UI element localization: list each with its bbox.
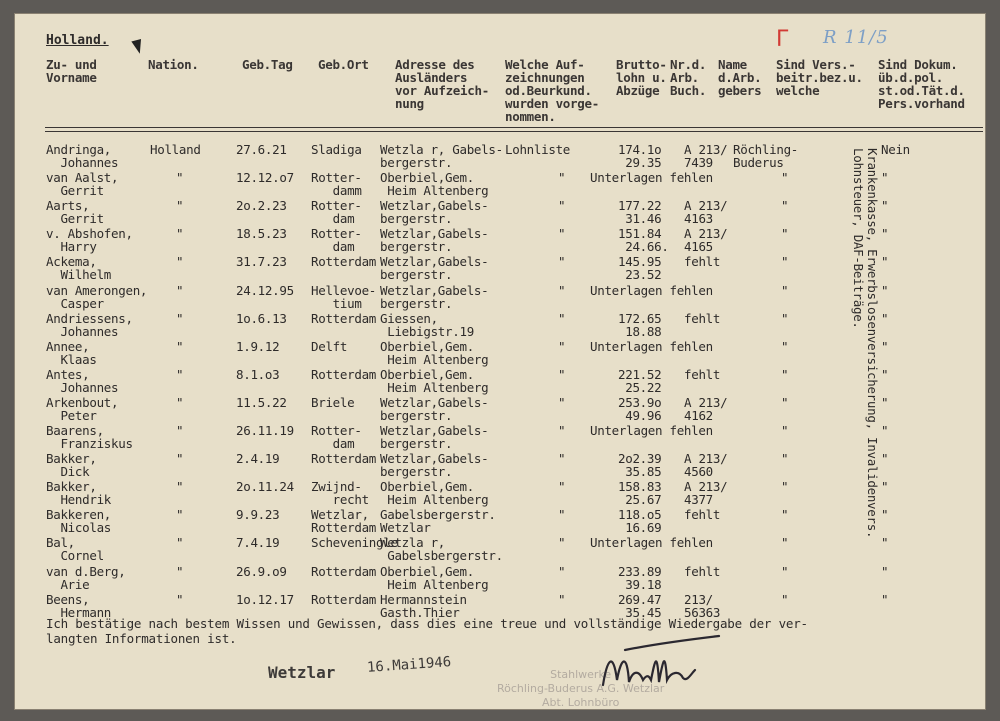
row-wage: Unterlagen fehlen [590,535,713,551]
row-wage: 145.95 23.52 [618,254,662,283]
row-address: Oberbiel,Gem. Heim Altenberg [380,170,489,199]
vertical-note-insurance: Krankenkasse, Erwerbslosenversicherung, Invalidenvers. [865,148,880,539]
row-workbook: A 213/ 7439 [684,142,728,170]
row-nation: Holland [150,142,201,157]
header-birthplace: Geb.Ort [318,57,369,72]
row-workbook: A 213/ 4377 [684,479,728,508]
row-nation: " [176,282,184,298]
row-birthdate: 12.12.o7 [236,170,294,186]
row-documents: " [881,479,889,495]
row-birthdate: 1o.6.13 [236,310,287,326]
row-address: Oberbiel,Gem. Heim Altenberg [380,479,489,508]
row-records: Lohnliste [505,142,571,157]
header-wage: Brutto- lohn u. Abzüge [616,57,667,98]
red-annotation: Γ [776,27,789,52]
row-address: Wetzla r, Gabels- bergerstr. [380,142,503,170]
row-nation: " [176,479,184,495]
row-workbook: A 213/ 4560 [684,451,728,480]
row-insurance: " [781,591,789,607]
row-wage: 177.22 31.46 [618,198,662,227]
row-birthplace: Rotterdam [311,451,377,467]
row-records: " [558,366,566,382]
row-wage: Unterlagen fehlen [590,423,713,438]
row-address: Oberbiel,Gem. Heim Altenberg [380,338,489,367]
row-name: Beens, Hermann [46,591,112,620]
row-workbook: fehlt [684,254,721,270]
row-employer: Röchling- Buderus [733,142,799,170]
row-address: Oberbiel,Gem. Heim Altenberg [380,366,489,395]
row-birthplace: Briele [311,394,355,410]
row-wage: 2o2.39 35.85 [618,451,662,480]
header-birthdate: Geb.Tag [242,57,293,72]
header-address: Adresse des Ausländers vor Aufzeich- nung [395,57,489,111]
row-workbook: fehlt [684,507,721,523]
row-insurance: " [781,423,789,438]
row-nation: " [176,254,184,270]
header-workbook: Nr.d. Arb. Buch. [670,57,707,98]
company-stamp: Stahlwerke Röchling-Buderus A.G. Wetzlar Abt. Lohnbüro [497,668,665,709]
row-documents: " [881,198,889,214]
row-insurance: " [781,366,789,382]
row-documents: " [881,591,889,607]
row-wage: 118.o5 16.69 [618,507,662,536]
row-documents: " [881,563,889,579]
row-address: Wetzla r, Gabelsbergerstr. [380,535,503,564]
row-address: Hermannstein Gasth.Thier [380,591,467,620]
row-records: " [558,310,566,326]
row-nation: " [176,226,184,242]
row-wage: 172.65 18.88 [618,310,662,339]
row-name: Bakker, Dick [46,451,97,480]
row-wage: Unterlagen fehlen [590,170,713,186]
row-birthdate: 1o.12.17 [236,591,294,607]
row-wage: Unterlagen fehlen [590,282,713,298]
row-nation: " [176,591,184,607]
row-wage: 174.1o 29.35 [618,142,662,170]
row-birthplace: Rotterdam [311,563,377,579]
row-name: Bal, Cornel [46,535,104,564]
row-birthdate: 1.9.12 [236,338,280,354]
row-documents: " [881,226,889,242]
row-documents: " [881,394,889,410]
row-records: " [558,451,566,467]
row-address: Wetzlar,Gabels- bergerstr. [380,226,489,255]
row-workbook: A 213/ 4163 [684,198,728,227]
row-wage: 233.89 39.18 [618,563,662,592]
row-address: Wetzlar,Gabels- bergerstr. [380,423,489,451]
row-records: " [558,479,566,495]
row-wage: 221.52 25.22 [618,366,662,395]
row-name: Annee, Klaas [46,338,97,367]
row-name: Aarts, Gerrit [46,198,104,227]
header-documents: Sind Dokum. üb.d.pol. st.od.Tät.d. Pers.vorhand [878,57,965,111]
row-birthdate: 8.1.o3 [236,366,280,382]
row-records: " [558,535,566,551]
row-address: Oberbiel,Gem. Heim Altenberg [380,563,489,592]
row-birthplace: Rotterdam [311,254,377,270]
row-insurance: " [781,198,789,214]
row-records: " [558,507,566,523]
row-documents: " [881,170,889,186]
row-nation: " [176,451,184,467]
header-name: Zu- und Vorname [46,57,97,85]
confirmation-text: Ich bestätige nach bestem Wissen und Gewissen, dass dies eine treue und vollständige Wiedergabe der ver- langten Informationen ist. [46,616,808,646]
row-insurance: " [781,282,789,298]
header-insurance: Sind Vers.- beitr.bez.u. welche [776,57,863,98]
row-documents: " [881,423,889,438]
row-nation: " [176,394,184,410]
row-birthplace: Rotter- damm [311,170,362,199]
row-address: Wetzlar,Gabels- bergerstr. [380,254,489,283]
row-birthdate: 27.6.21 [236,142,287,157]
row-birthplace: Zwijnd- recht [311,479,369,508]
row-birthplace: Hellevoe- tium [311,282,377,311]
row-documents: " [881,310,889,326]
row-wage: 253.9o 49.96 [618,394,662,423]
row-workbook: A 213/ 4165 [684,226,728,255]
row-birthdate: 18.5.23 [236,226,287,242]
row-nation: " [176,563,184,579]
row-birthdate: 31.7.23 [236,254,287,270]
row-workbook: 213/ 56363 [684,591,721,620]
row-birthplace: Sladiga [311,142,362,157]
row-workbook: fehlt [684,366,721,382]
row-name: Ackema, Wilhelm [46,254,112,283]
row-birthplace: Rotterdam [311,591,377,607]
row-wage: Unterlagen fehlen [590,338,713,354]
row-birthplace: Rotter- dam [311,198,362,227]
row-insurance: " [781,563,789,579]
row-name: Bakker, Hendrik [46,479,112,508]
row-birthplace: Wetzlar, Rotterdam [311,507,377,536]
header-rule-1 [45,127,983,128]
row-insurance: " [781,338,789,354]
row-records: " [558,394,566,410]
row-birthdate: 26.9.o9 [236,563,287,579]
row-birthplace: Rotterdam [311,310,377,326]
row-nation: " [176,366,184,382]
row-birthdate: 2.4.19 [236,451,280,467]
row-documents: " [881,535,889,551]
row-name: Baarens, Franziskus [46,423,133,451]
row-documents: " [881,451,889,467]
row-records: " [558,254,566,270]
row-insurance: " [781,254,789,270]
row-birthdate: 9.9.23 [236,507,280,523]
page-title: Holland. [46,33,109,48]
row-records: " [558,338,566,354]
row-records: " [558,226,566,242]
row-insurance: " [781,451,789,467]
row-documents: " [881,282,889,298]
row-documents: " [881,254,889,270]
signature-image [595,630,725,700]
row-nation: " [176,310,184,326]
row-nation: " [176,423,184,438]
row-insurance: " [781,310,789,326]
row-birthdate: 2o.2.23 [236,198,287,214]
row-records: " [558,170,566,186]
row-address: Wetzlar,Gabels- bergerstr. [380,394,489,423]
row-nation: " [176,170,184,186]
row-birthdate: 2o.11.24 [236,479,294,495]
row-wage: 269.47 35.45 [618,591,662,620]
row-name: Antes, Johannes [46,366,119,395]
row-birthplace: Rotter- dam [311,226,362,255]
row-birthdate: 11.5.22 [236,394,287,410]
row-address: Wetzlar,Gabels- bergerstr. [380,282,489,311]
row-name: van Aalst, Gerrit [46,170,119,199]
row-wage: 158.83 25.67 [618,479,662,508]
row-name: Arkenbout, Peter [46,394,119,423]
row-records: " [558,282,566,298]
row-insurance: " [781,479,789,495]
row-name: van Amerongen, Casper [46,282,148,311]
row-address: Wetzlar,Gabels- bergerstr. [380,198,489,227]
row-birthplace: Rotter- dam [311,423,362,451]
document-page [14,13,986,710]
row-nation: " [176,535,184,551]
row-workbook: fehlt [684,563,721,579]
row-birthplace: Rotterdam [311,366,377,382]
row-documents: " [881,507,889,523]
row-nation: " [176,507,184,523]
row-birthplace: Scheveningle [311,535,398,551]
header-rule-2 [45,131,983,132]
row-birthdate: 24.12.95 [236,282,294,298]
row-workbook: fehlt [684,310,721,326]
header-records: Welche Auf- zeichnungen od.Beurkund. wurden vorge- nommen. [505,57,599,124]
row-documents: " [881,366,889,382]
row-insurance: " [781,226,789,242]
row-insurance: " [781,507,789,523]
row-documents: " [881,338,889,354]
row-insurance: " [781,170,789,186]
row-address: Wetzlar,Gabels- bergerstr. [380,451,489,480]
row-records: " [558,198,566,214]
row-insurance: " [781,535,789,551]
date-stamp: 16.Mai1946 [366,654,452,676]
row-name: Andriessens, Johannes [46,310,133,339]
row-records: " [558,423,566,438]
blue-annotation: R 11/5 [823,27,889,48]
place-stamp: Wetzlar [268,663,336,682]
row-records: " [558,563,566,579]
row-nation: " [176,338,184,354]
header-nation: Nation. [148,57,199,72]
row-workbook: A 213/ 4162 [684,394,728,423]
row-name: Bakkeren, Nicolas [46,507,112,536]
row-address: Giessen, Liebigstr.19 [380,310,474,339]
row-insurance: " [781,394,789,410]
row-documents: Nein [881,142,910,157]
row-records: " [558,591,566,607]
row-wage: 151.84 24.66. [618,226,669,255]
row-name: van d.Berg, Arie [46,563,126,592]
row-birthplace: Delft [311,338,348,354]
row-nation: " [176,198,184,214]
row-address: Gabelsbergerstr. Wetzlar [380,507,496,536]
header-employer: Name d.Arb. gebers [718,57,762,98]
row-birthdate: 26.11.19 [236,423,294,438]
vertical-note-tax: Lohnsteuer, DAF-Beiträge. [851,148,866,329]
row-name: Andringa, Johannes [46,142,119,170]
row-name: v. Abshofen, Harry [46,226,133,255]
row-birthdate: 7.4.19 [236,535,280,551]
